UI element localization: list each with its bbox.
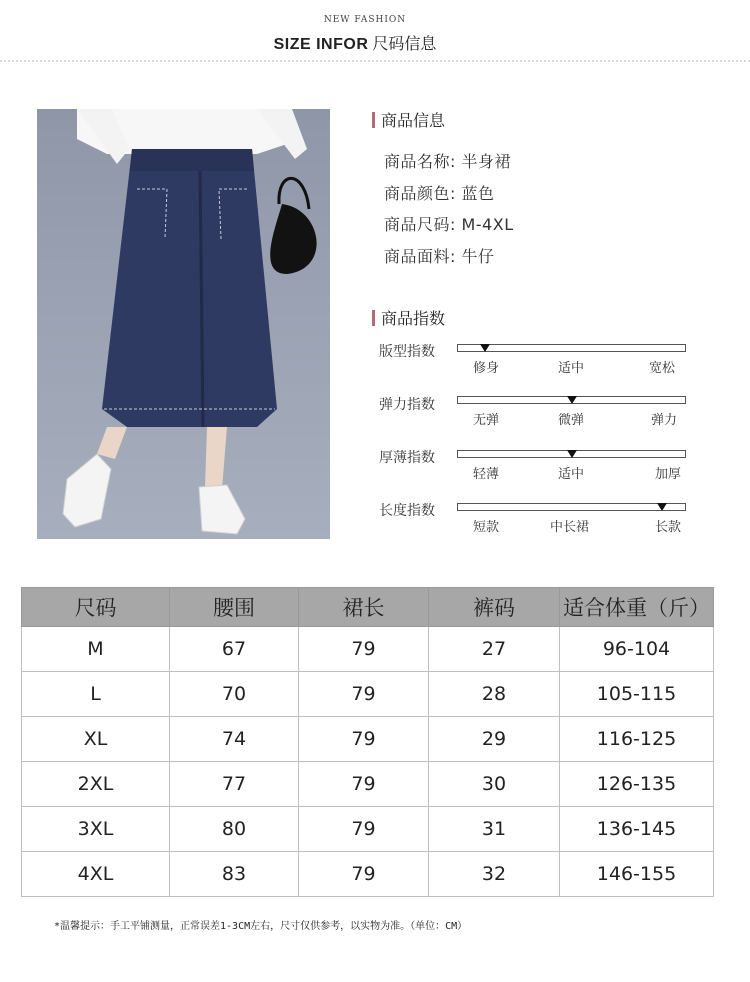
cell-weight: 105-115	[560, 672, 714, 717]
index-tick-right: 加厚	[655, 467, 682, 482]
table-row	[22, 717, 714, 762]
cell-weight: 126-135	[560, 762, 714, 807]
header-length: 裙长	[299, 588, 429, 627]
cell-waist: 80	[170, 807, 299, 852]
cell-weight: 136-145	[560, 807, 714, 852]
cell-pant-size: 31	[429, 807, 560, 852]
cell-length: 79	[299, 807, 429, 852]
cell-length: 79	[299, 852, 429, 897]
cell-size: 3XL	[22, 807, 170, 852]
index-track	[457, 450, 686, 458]
index-tick-right: 宽松	[649, 361, 676, 376]
cell-size: M	[22, 627, 170, 672]
cell-length: 79	[299, 762, 429, 807]
index-tick-left: 短款	[473, 520, 500, 535]
index-label: 版型指数	[379, 344, 435, 360]
cell-weight: 146-155	[560, 852, 714, 897]
header-waist: 腰围	[170, 588, 299, 627]
header-kicker: NEW FASHION	[323, 15, 407, 25]
index-tick-right: 长款	[655, 520, 682, 535]
info-line-color: 商品颜色: 蓝色	[384, 184, 495, 203]
table-row	[22, 627, 714, 672]
cell-size: 4XL	[22, 852, 170, 897]
index-track	[457, 344, 686, 352]
heading-accent-bar	[372, 112, 375, 128]
cell-pant-size: 28	[429, 672, 560, 717]
cell-length: 79	[299, 627, 429, 672]
index-tick-left: 修身	[473, 361, 500, 376]
table-row	[22, 852, 714, 897]
index-tick-mid: 微弹	[558, 413, 585, 428]
cell-weight: 96-104	[560, 627, 714, 672]
table-row	[22, 807, 714, 852]
header-weight: 适合体重（斤）	[560, 588, 714, 627]
cell-pant-size: 27	[429, 627, 560, 672]
cell-size: 2XL	[22, 762, 170, 807]
index-label: 弹力指数	[379, 397, 435, 413]
table-row	[22, 762, 714, 807]
product-photo	[37, 109, 330, 539]
product-info-heading: 商品信息	[372, 108, 445, 131]
size-table	[21, 587, 714, 897]
index-tick-right: 弹力	[651, 413, 678, 428]
cell-waist: 67	[170, 627, 299, 672]
heading-accent-bar	[372, 310, 375, 326]
info-line-name: 商品名称: 半身裙	[384, 152, 511, 171]
header-pant-size: 裤码	[429, 588, 560, 627]
info-line-size: 商品尺码: M-4XL	[384, 215, 514, 234]
cell-pant-size: 29	[429, 717, 560, 762]
index-track	[457, 503, 686, 511]
page-title	[0, 31, 710, 54]
cell-waist: 70	[170, 672, 299, 717]
index-track	[457, 396, 686, 404]
page-title-cn: 尺码信息	[372, 34, 437, 53]
info-line-fabric: 商品面料: 牛仔	[384, 247, 495, 266]
table-row	[22, 672, 714, 717]
index-tick-left: 轻薄	[473, 467, 500, 482]
product-index-heading: 商品指数	[372, 306, 445, 329]
table-header-row	[22, 588, 714, 627]
index-tick-mid: 适中	[558, 361, 585, 376]
cell-length: 79	[299, 717, 429, 762]
index-tick-mid: 中长裙	[550, 520, 590, 535]
cell-length: 79	[299, 672, 429, 717]
cell-waist: 77	[170, 762, 299, 807]
index-marker	[480, 344, 490, 352]
index-tick-left: 无弹	[473, 413, 500, 428]
cell-pant-size: 30	[429, 762, 560, 807]
title-divider	[0, 60, 750, 62]
index-marker	[567, 450, 577, 458]
index-marker	[657, 503, 667, 511]
cell-waist: 83	[170, 852, 299, 897]
index-label: 长度指数	[379, 503, 435, 519]
cell-weight: 116-125	[560, 717, 714, 762]
cell-waist: 74	[170, 717, 299, 762]
index-tick-mid: 适中	[558, 467, 585, 482]
cell-size: L	[22, 672, 170, 717]
header-size: 尺码	[22, 588, 170, 627]
cell-pant-size: 32	[429, 852, 560, 897]
index-marker	[567, 396, 577, 404]
index-label: 厚薄指数	[379, 450, 435, 466]
cell-size: XL	[22, 717, 170, 762]
page-title-en: SIZE INFOR	[273, 36, 369, 53]
measurement-footnote: *温馨提示：手工平铺测量，正常误差1-3CM左右，尺寸仅供参考，以实物为准。（单位：CM）	[54, 921, 468, 932]
